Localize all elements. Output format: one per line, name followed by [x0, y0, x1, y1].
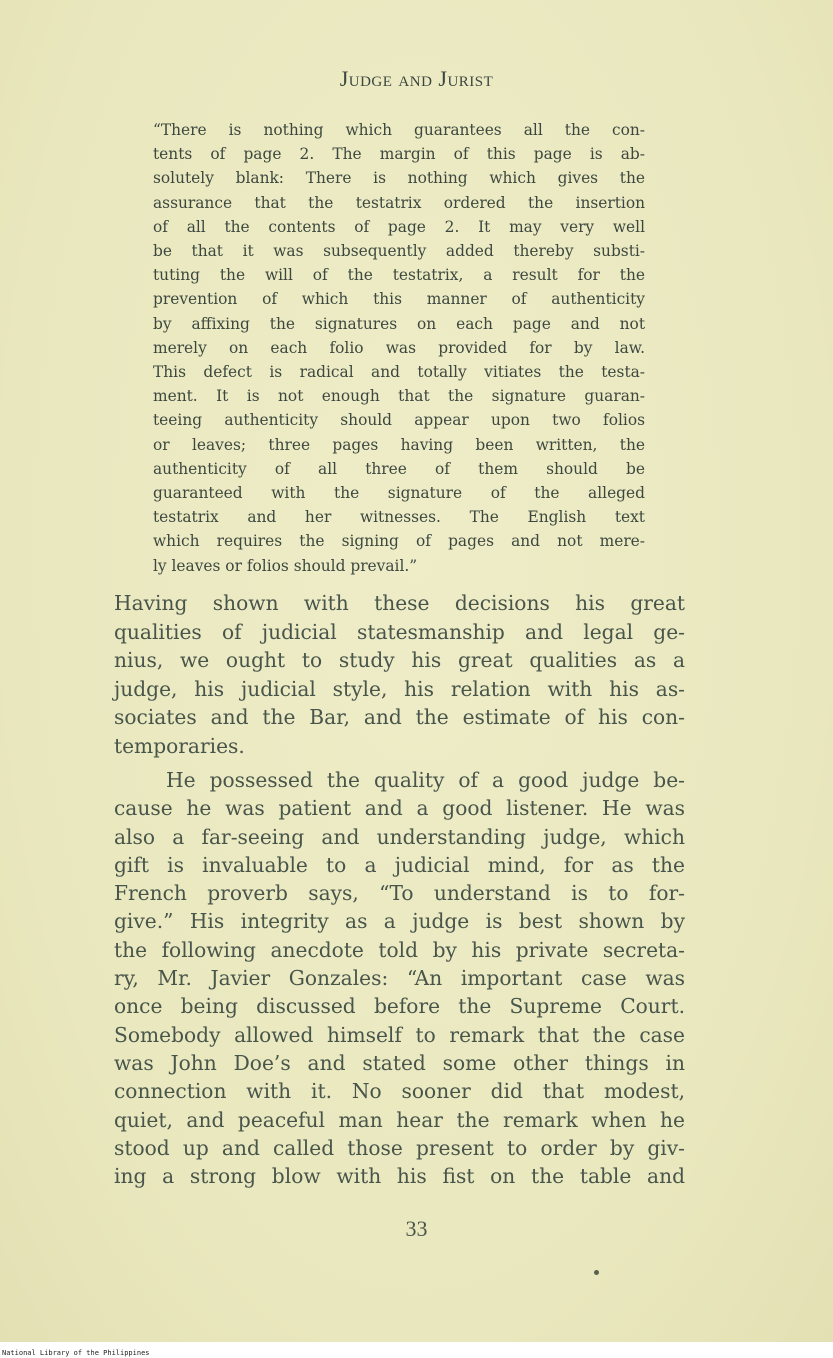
block-quote	[153, 118, 645, 578]
paragraph-line: nius, we ought to study his great qualities as a	[114, 648, 685, 672]
paragraph-line: stood up and called those present to order by giv-	[114, 1135, 685, 1160]
paragraph-line: quiet, and peaceful man hear the remark when he	[114, 1107, 685, 1132]
paragraph-1	[114, 589, 685, 760]
paragraph-line: ing a strong blow with his fist on the table and	[114, 1164, 685, 1189]
ink-speck	[594, 1270, 599, 1275]
quote-line: merely on each folio was provided for by law.	[153, 338, 645, 357]
paragraph-line: Having shown with these decisions his great	[114, 591, 685, 615]
quote-line: ment. It is not enough that the signature guaran-	[153, 387, 645, 406]
quote-line: by affixing the signatures on each page and not	[153, 314, 645, 333]
paragraph-line: cause he was patient and a good listener. He was	[114, 796, 685, 821]
quote-line: solutely blank: There is nothing which gives the	[153, 169, 645, 188]
paragraph-line: sociates and the Bar, and the estimate of his con-	[114, 705, 685, 729]
library-watermark: National Library of the Philippines	[2, 1349, 150, 1357]
quote-line: prevention of which this manner of authenticity	[153, 290, 645, 309]
paragraph-line: give.” His integrity as a judge is best shown by	[114, 909, 685, 934]
paragraph-line: He possessed the quality of a good judge be-	[166, 768, 685, 792]
quote-line: or leaves; three pages having been written, the	[153, 435, 645, 454]
paragraph-line: was John Doe’s and stated some other things in	[114, 1050, 685, 1075]
quote-line: This defect is radical and totally vitiates the testa-	[153, 363, 645, 382]
running-title: Judge and Jurist	[339, 66, 494, 91]
paragraph-line: once being discussed before the Supreme Court.	[114, 994, 685, 1019]
paragraph-line: gift is invaluable to a judicial mind, for as the	[114, 852, 685, 877]
paragraph-line: French proverb says, “To understand is to for-	[114, 881, 685, 906]
page-number: 33	[405, 1216, 428, 1241]
quote-line: be that it was subsequently added thereby substi-	[153, 242, 645, 261]
paragraph-line: the following anecdote told by his private secreta-	[114, 937, 685, 962]
quote-line: of all the contents of page 2. It may very well	[153, 217, 645, 236]
quote-line: “There is nothing which guarantees all the con-	[153, 121, 645, 139]
quote-line: which requires the signing of pages and not mere-	[153, 532, 645, 551]
paragraph-line: Somebody allowed himself to remark that the case	[114, 1022, 685, 1047]
paragraph-line: judge, his judicial style, his relation with his as-	[114, 676, 685, 701]
quote-line: authenticity of all three of them should be	[153, 459, 645, 478]
quote-line: assurance that the testatrix ordered the insertion	[153, 193, 645, 212]
quote-line: guaranteed with the signature of the alleged	[153, 484, 645, 503]
quote-line: tuting the will of the testatrix, a result for the	[153, 266, 645, 285]
paragraph-line: temporaries.	[114, 733, 245, 758]
quote-line: teeing authenticity should appear upon two folios	[153, 411, 645, 430]
paragraph-line: ry, Mr. Javier Gonzales: “An important case was	[114, 966, 685, 991]
paragraph-line: also a far-seeing and understanding judge, which	[114, 824, 685, 849]
paragraph-line: connection with it. No sooner did that modest,	[114, 1079, 685, 1104]
quote-line: tents of page 2. The margin of this page is ab-	[153, 145, 645, 164]
quote-line: testatrix and her witnesses. The English text	[153, 508, 645, 527]
paragraph-2	[114, 766, 685, 1190]
quote-line: ly leaves or folios should prevail.”	[153, 556, 418, 575]
paragraph-line: qualities of judicial statesmanship and legal ge-	[114, 619, 685, 644]
